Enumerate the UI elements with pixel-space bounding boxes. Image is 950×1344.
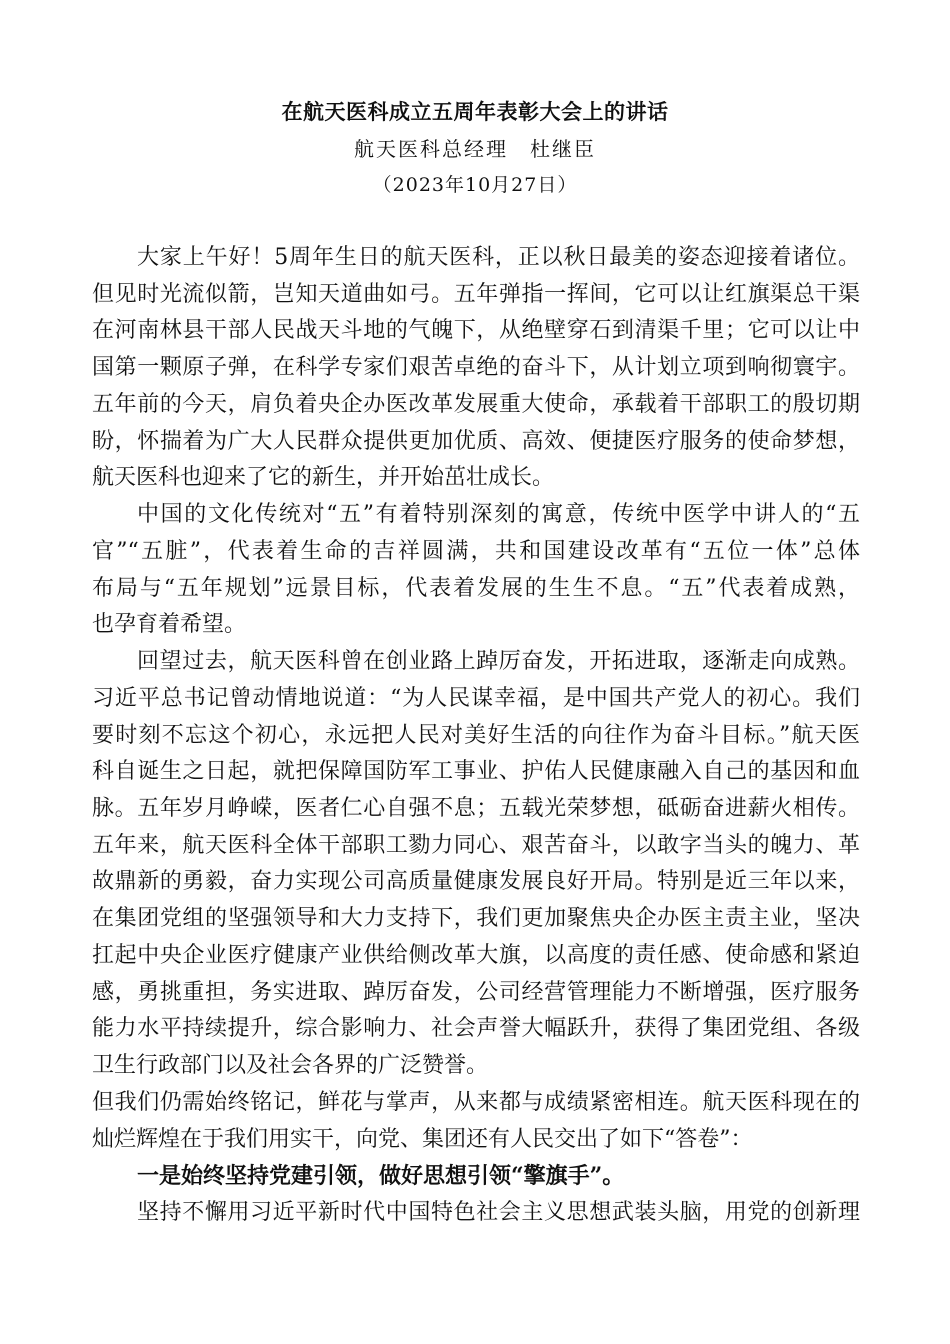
text-line: 也孕育着希望。 — [92, 612, 247, 638]
text-line: 国第一颗原子弹，在科学专家们艰苦卓绝的奋斗下，从计划立项到响彻寰宇。 — [92, 355, 860, 381]
paragraph — [92, 1195, 860, 1232]
text-line: 五年来，航天医科全体干部职工勠力同心、艰苦奋斗，以敢字当头的魄力、革 — [92, 832, 860, 858]
paragraph — [92, 240, 860, 497]
text-line: 坚持不懈用习近平新时代中国特色社会主义思想武装头脑，用党的创新理 — [137, 1200, 860, 1226]
paragraph — [92, 644, 860, 1085]
text-line: 科自诞生之日起，就把保障国防军工事业、护佑人民健康融入自己的基因和血 — [92, 759, 860, 785]
text-line: 官”“五脏”，代表着生命的吉祥圆满，共和国建设改革有“五位一体”总体 — [92, 538, 860, 564]
text-line: 卫生行政部门以及社会各界的广泛赞誉。 — [92, 1053, 489, 1079]
text-line: 大家上午好！5周年生日的航天医科，正以秋日最美的姿态迎接着诸位。 — [137, 245, 860, 270]
speech-date: （2023年10月27日） — [372, 174, 578, 196]
text-line: 感，勇挑重担，务实进取、踔厉奋发，公司经营管理能力不断增强，医疗服务 — [92, 979, 860, 1005]
text-line: 要时刻不忘这个初心，永远把人民对美好生活的向往作为奋斗目标。”航天医 — [92, 722, 860, 748]
text-line: 扛起中央企业医疗健康产业供给侧改革大旗，以高度的责任感、使命感和紧迫 — [92, 942, 860, 968]
text-line: 中国的文化传统对“五”有着特别深刻的寓意，传统中医学中讲人的“五 — [137, 502, 860, 528]
document-body — [92, 240, 860, 1232]
text-line: 故鼎新的勇毅，奋力实现公司高质量健康发展良好开局。特别是近三年以来， — [92, 869, 860, 895]
section-heading — [92, 1158, 860, 1195]
text-line: 但见时光流似箭，岂知天道曲如弓。五年弹指一挥间，它可以让红旗渠总干渠 — [92, 281, 860, 307]
text-line: 灿烂辉煌在于我们用实干，向党、集团还有人民交出了如下“答卷”： — [92, 1126, 753, 1152]
text-line: 五年前的今天，肩负着央企办医改革发展重大使命，承载着干部职工的殷切期 — [92, 391, 860, 417]
text-line: 在集团党组的坚强领导和大力支持下，我们更加聚焦央企办医主责主业，坚决 — [92, 906, 860, 932]
text-line: 但我们仍需始终铭记，鲜花与掌声，从来都与成绩紧密相连。航天医科现在的 — [92, 1089, 860, 1115]
text-line: 习近平总书记曾动情地说道：“为人民谋幸福，是中国共产党人的初心。我们 — [92, 685, 860, 711]
text-line: 盼，怀揣着为广大人民群众提供更加优质、高效、便捷医疗服务的使命梦想， — [92, 428, 860, 454]
text-line: 回望过去，航天医科曾在创业路上踔厉奋发，开拓进取，逐渐走向成熟。 — [137, 649, 860, 675]
text-line: 脉。五年岁月峥嵘，医者仁心自强不息；五载光荣梦想，砥砺奋进薪火相传。 — [92, 796, 860, 822]
text-line: 航天医科也迎来了它的新生，并开始茁壮成长。 — [92, 465, 555, 491]
text-line: 在河南林县干部人民战天斗地的气魄下，从绝壁穿石到清渠千里；它可以让中 — [92, 318, 860, 344]
speaker-line: 航天医科总经理 杜继臣 — [354, 137, 596, 161]
text-line: 一是始终坚持党建引领，做好思想引领“擎旗手”。 — [137, 1163, 625, 1190]
document-title: 在航天医科成立五周年表彰大会上的讲话 — [281, 99, 669, 124]
text-line: 能力水平持续提升，综合影响力、社会声誉大幅跃升，获得了集团党组、各级 — [92, 1016, 860, 1042]
paragraph — [92, 1085, 860, 1158]
text-line: 布局与“五年规划”远景目标，代表着发展的生生不息。“五”代表着成熟， — [92, 575, 860, 601]
paragraph — [92, 497, 860, 644]
